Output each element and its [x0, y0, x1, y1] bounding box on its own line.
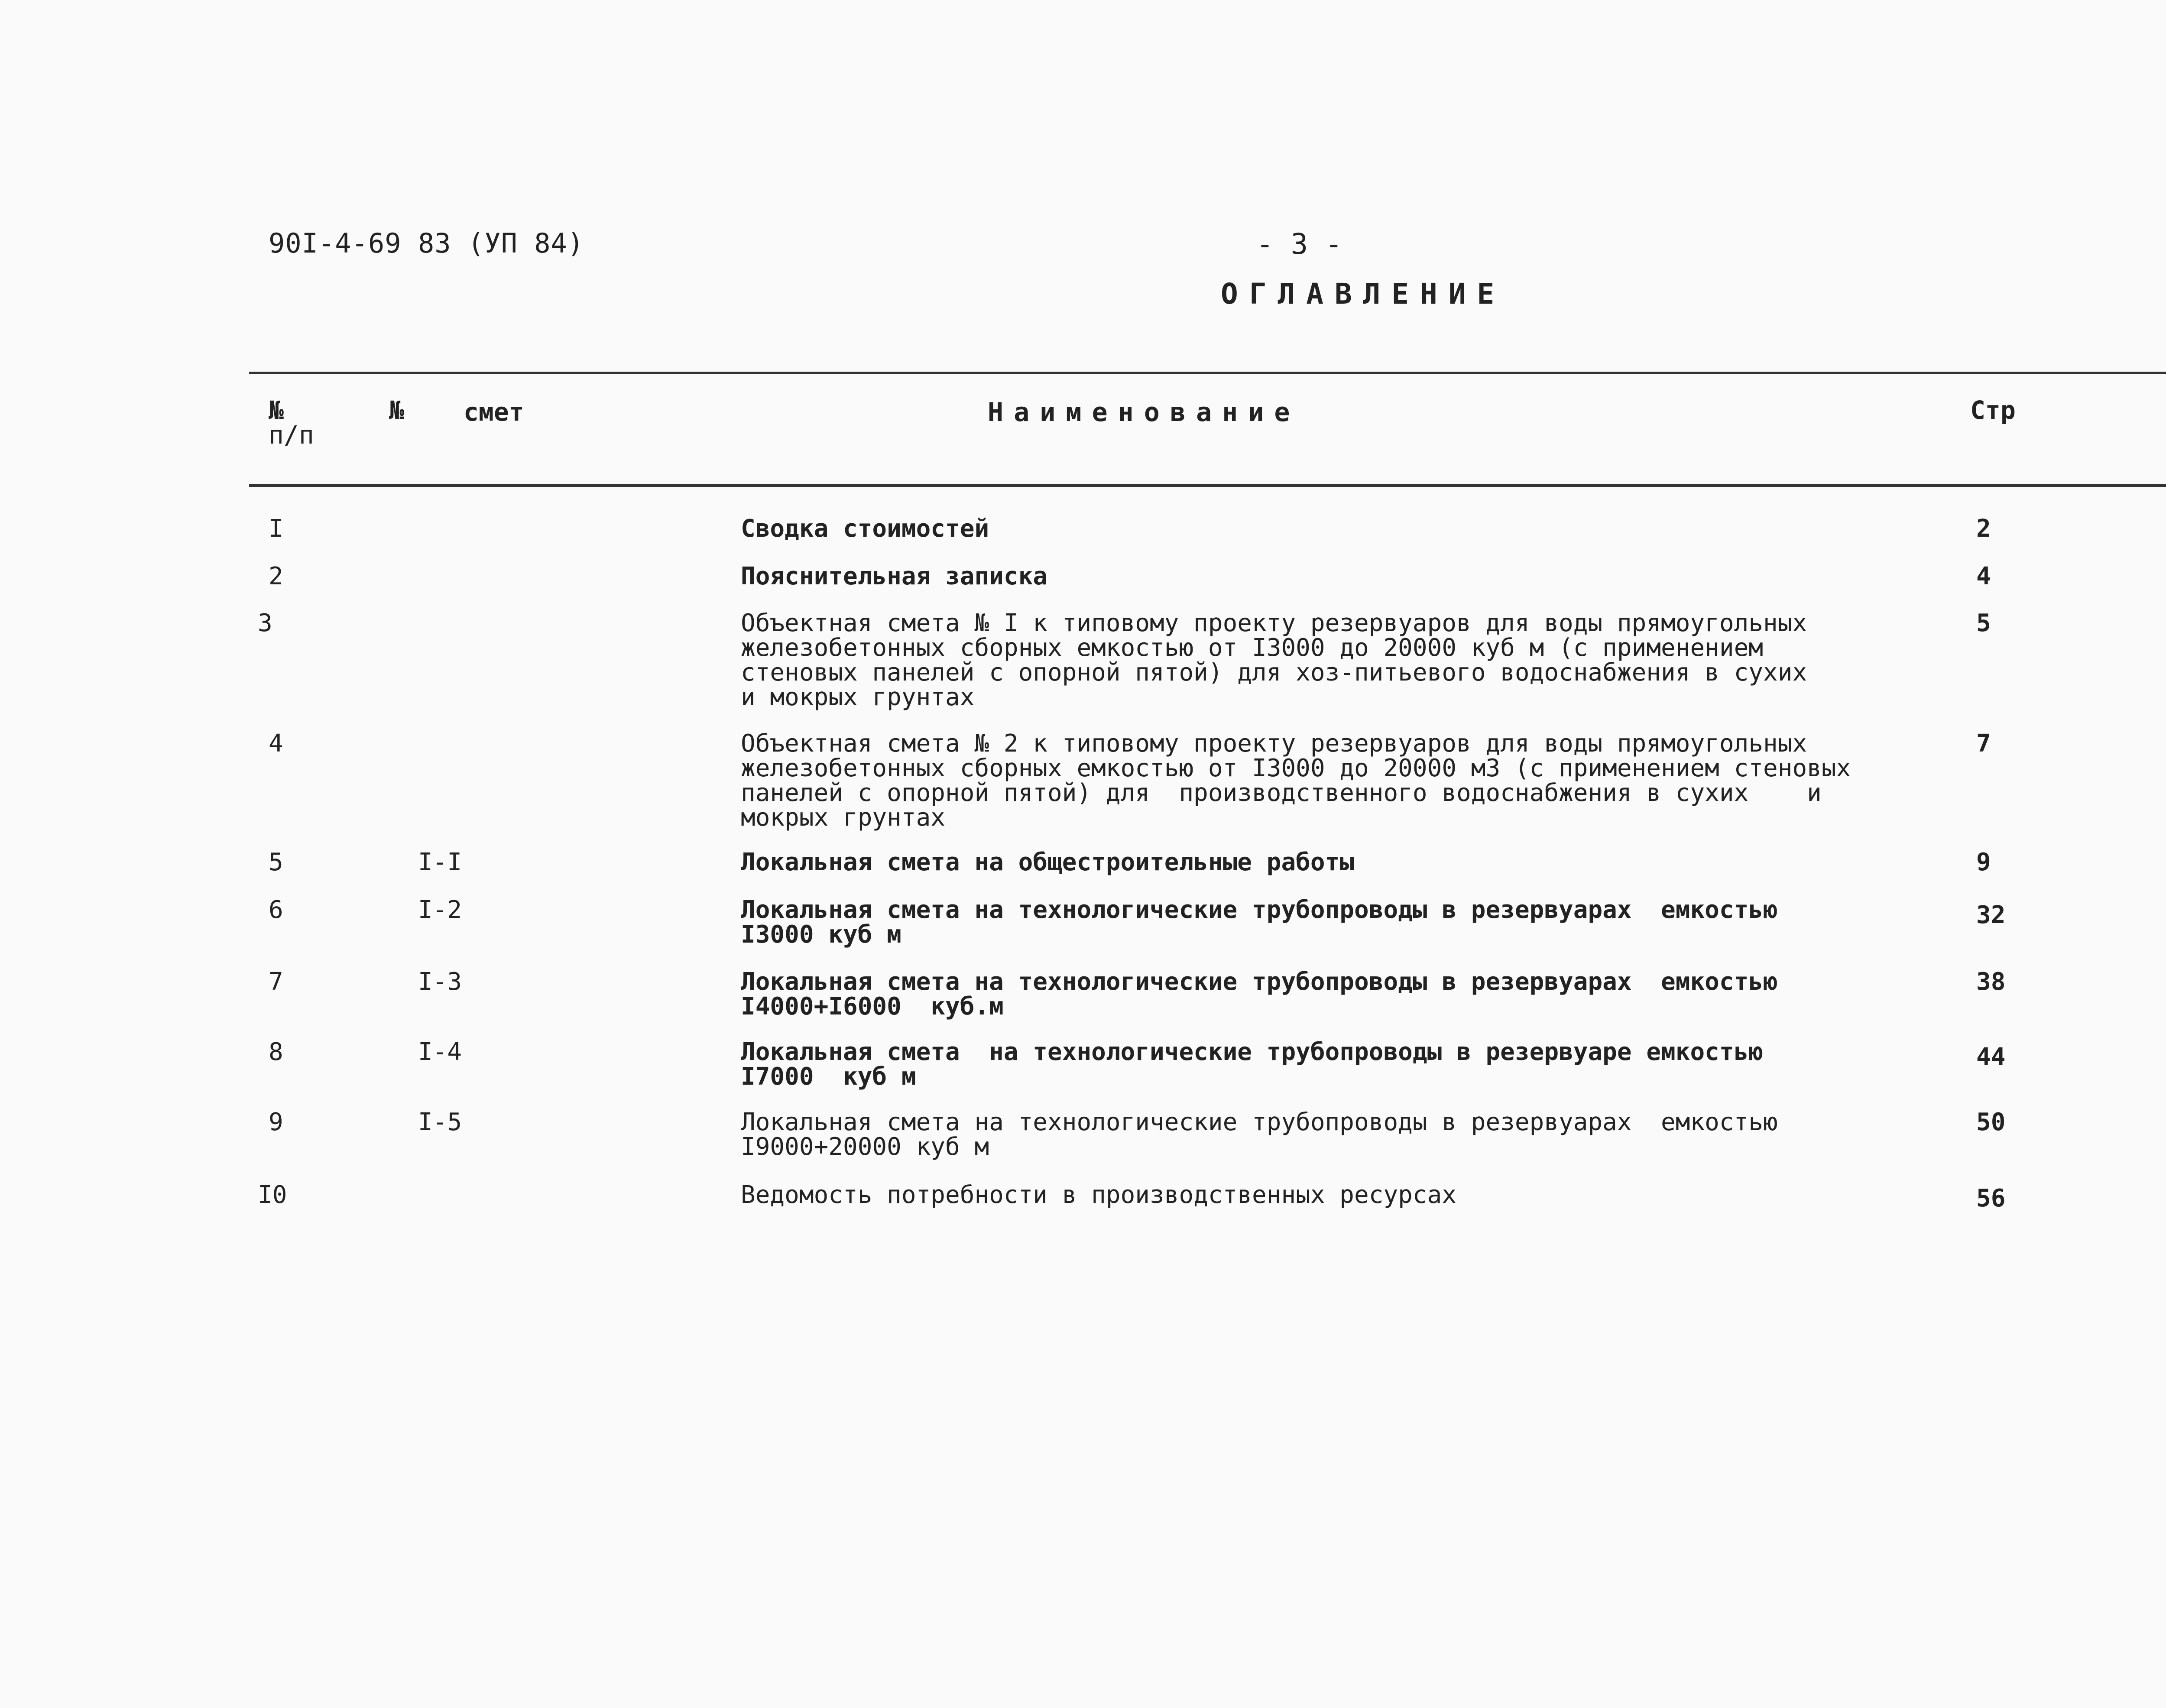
row-page: 2: [1976, 515, 1991, 543]
row-name: Локальная смета на технологические трубопроводы в резервуаре емкостью I7000 куб м: [741, 1038, 1764, 1091]
row-number: 5: [269, 848, 283, 876]
row-estimate: I-4: [418, 1038, 462, 1066]
table-header-rule: [249, 484, 2166, 487]
row-number: 2: [269, 562, 283, 590]
row-name: Локальная смета на технологические трубопроводы в резервуарах емкостью I9000+20000 куб м: [741, 1108, 1778, 1161]
row-page: 44: [1976, 1043, 2006, 1071]
row-page: 56: [1976, 1184, 2006, 1212]
row-number: I: [269, 515, 283, 543]
row-number: 8: [269, 1038, 283, 1066]
row-page: 4: [1976, 562, 1991, 590]
document-code: 90I-4-69 83 (УП 84): [269, 227, 584, 259]
row-page: 38: [1976, 968, 2006, 996]
row-name: Объектная смета № 2 к типовому проекту резервуаров для воды прямоугольных железобетонных сборных емкостью от I3000 до 20000 м3 (с применением стеновых панелей с опорной пятой) для производственного водоснабжения в сухих и мокрых грунтах: [741, 729, 1851, 832]
column-header-estimate: смет: [464, 397, 524, 427]
column-header-estimate-symbol: №: [389, 395, 404, 425]
row-number: 9: [269, 1108, 283, 1136]
row-page: 7: [1976, 729, 1991, 758]
row-name: Объектная смета № I к типовому проекту резервуаров для воды прямоугольных железобетонных сборных емкостью от I3000 до 20000 куб м (с применением стеновых панелей с опорной пятой) для хоз-питьевого водоснабжения в сухих и мокрых грунтах: [741, 609, 1807, 711]
row-estimate: I-2: [418, 896, 462, 924]
row-number: 3: [258, 609, 272, 637]
row-number: I0: [258, 1181, 287, 1209]
column-header-number-symbol: №: [269, 395, 284, 425]
row-page: 5: [1976, 609, 1991, 637]
row-page: 32: [1976, 901, 2006, 929]
row-number: 7: [269, 968, 283, 996]
row-estimate: I-3: [418, 968, 462, 996]
row-estimate: I-5: [418, 1108, 462, 1136]
document-title: ОГЛАВЛЕНИЕ: [1221, 277, 1506, 311]
row-name: Сводка стоимостей: [741, 515, 989, 543]
row-name: Локальная смета на технологические трубопроводы в резервуарах емкостью I4000+I6000 куб.м: [741, 968, 1778, 1021]
row-number: 6: [269, 896, 283, 924]
row-estimate: I-I: [418, 848, 462, 876]
row-name: Локальная смета на общестроительные работы: [741, 848, 1355, 876]
page-number: - 3 -: [1256, 227, 1342, 261]
row-name: Пояснительная записка: [741, 562, 1048, 590]
column-header-page: Стр: [1970, 395, 2016, 425]
row-page: 9: [1976, 848, 1991, 876]
table-top-rule: [249, 372, 2166, 374]
row-number: 4: [269, 729, 283, 758]
row-name: Ведомость потребности в производственных ресурсах: [741, 1181, 1457, 1209]
row-page: 50: [1976, 1108, 2006, 1136]
column-header-number-abbr: п/п: [269, 420, 314, 450]
column-header-name: Наименование: [988, 397, 1300, 428]
row-name: Локальная смета на технологические трубопроводы в резервуарах емкостью I3000 куб м: [741, 896, 1778, 949]
